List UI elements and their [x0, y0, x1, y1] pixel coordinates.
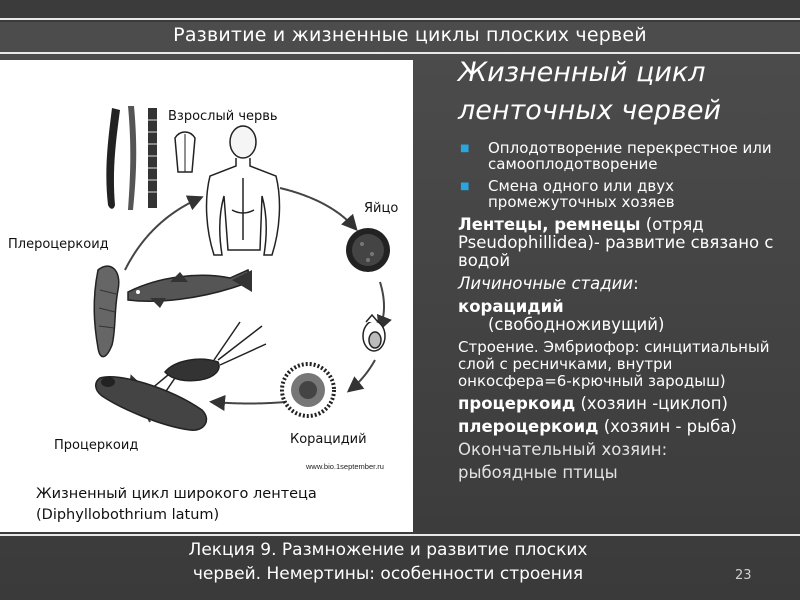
life-cycle-figure	[0, 60, 413, 532]
coracidium-drawing	[282, 364, 334, 416]
heading-line2: ленточных червей	[458, 95, 722, 126]
lecture-footer	[108, 538, 668, 586]
bullet-item: ■ Оплодотворение перекрестное или самооплодотворение	[460, 139, 772, 173]
paragraph-plerocercoid: плероцеркоид (хозяин - рыба)	[458, 417, 737, 436]
footer-line1: Лекция 9. Размножение и развитие плоских	[188, 540, 588, 560]
arrow-adult-egg	[280, 188, 355, 228]
label-coracidium: Корацидий	[290, 432, 367, 447]
arrow-coracidium-copepod	[213, 402, 285, 404]
fish-drawing	[128, 270, 252, 308]
footer-line2: червей. Немертины: особенности строения	[192, 564, 584, 584]
page-number: 23	[735, 568, 752, 583]
square-bullet-icon: ■	[460, 143, 470, 154]
figure-source: www.bio.1september.ru	[306, 462, 384, 471]
paragraph-order: Лентецы, ремнецы (отряд Pseudophillidea)- развитие связано с водой	[458, 215, 774, 270]
paragraph-final-host: Окончательный хозяин:	[458, 440, 668, 459]
label-adult-worm: Взрослый червь	[168, 109, 278, 124]
label-plerocercoid: Плероцеркоид	[8, 237, 109, 252]
arrow-fish-human	[125, 198, 200, 270]
paragraph-coracidium: корацидий (свободноживущий)	[458, 297, 665, 334]
human-host-drawing	[207, 126, 280, 255]
procercoid-drawing	[96, 377, 207, 430]
section-title: Развитие и жизненные циклы плоских червей	[173, 24, 647, 46]
slide-heading	[458, 54, 721, 130]
arrow-hatch-coracidium	[350, 360, 375, 390]
paragraph-birds: рыбоядные птицы	[458, 463, 618, 482]
egg-drawing	[346, 228, 390, 272]
plerocercoid-drawing	[94, 266, 119, 357]
caption-line2: (Diphyllobothrium latum)	[36, 507, 220, 523]
paragraph-larval-stages: Личиночные стадии:	[458, 274, 639, 293]
square-bullet-icon: ■	[460, 181, 470, 192]
figure-caption	[36, 484, 317, 526]
slide-body	[458, 140, 788, 487]
arrow-egg-hatch	[380, 282, 384, 328]
label-egg: Яйцо	[364, 201, 399, 216]
heading-line1: Жизненный цикл	[458, 57, 706, 88]
copepod-drawing	[150, 322, 266, 400]
label-procercoid: Процеркоид	[54, 438, 139, 453]
caption-line1: Жизненный цикл широкого лентеца	[36, 486, 317, 502]
bullet-item: ■ Смена одного или двух промежуточных хозяев	[460, 177, 675, 211]
paragraph-structure: Строение. Эмбриофор: синцитиальный слой с ресничками, внутри онкосфера=6-крючный зародыш)	[458, 338, 770, 390]
paragraph-procercoid: процеркоид (хозяин -циклоп)	[458, 394, 728, 413]
top-rule	[0, 18, 800, 20]
footer-rule	[0, 534, 800, 536]
